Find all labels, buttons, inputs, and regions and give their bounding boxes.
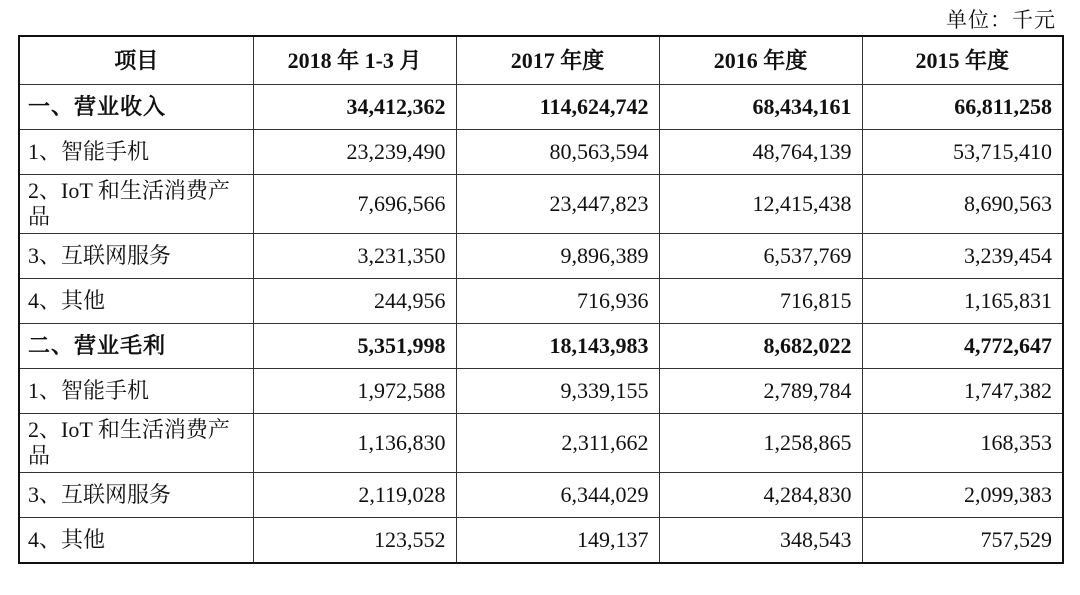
table-row — [19, 234, 1063, 279]
cell-value: 53,715,410 — [862, 130, 1063, 175]
cell-value: 8,682,022 — [659, 324, 862, 369]
header-2017: 2017 年度 — [456, 36, 659, 85]
cell-value: 2,119,028 — [253, 473, 456, 518]
financial-table — [18, 35, 1064, 564]
table-row — [19, 518, 1063, 564]
cell-value: 48,764,139 — [659, 130, 862, 175]
cell-value: 716,815 — [659, 279, 862, 324]
row-label: 4、其他 — [19, 279, 253, 324]
cell-value: 68,434,161 — [659, 85, 862, 130]
cell-value: 6,344,029 — [456, 473, 659, 518]
row-label: 1、智能手机 — [19, 369, 253, 414]
cell-value: 114,624,742 — [456, 85, 659, 130]
cell-value: 123,552 — [253, 518, 456, 564]
row-label: 2、IoT 和生活消费产品 — [19, 175, 253, 234]
cell-value: 1,258,865 — [659, 414, 862, 473]
row-label: 3、互联网服务 — [19, 473, 253, 518]
cell-value: 168,353 — [862, 414, 1063, 473]
table-row — [19, 175, 1063, 234]
row-label: 4、其他 — [19, 518, 253, 564]
row-label: 一、营业收入 — [19, 85, 253, 130]
table-row — [19, 130, 1063, 175]
cell-value: 1,972,588 — [253, 369, 456, 414]
cell-value: 2,099,383 — [862, 473, 1063, 518]
cell-value: 23,239,490 — [253, 130, 456, 175]
cell-value: 1,747,382 — [862, 369, 1063, 414]
table-row — [19, 279, 1063, 324]
cell-value: 8,690,563 — [862, 175, 1063, 234]
cell-value: 23,447,823 — [456, 175, 659, 234]
cell-value: 9,896,389 — [456, 234, 659, 279]
cell-value: 716,936 — [456, 279, 659, 324]
cell-value: 6,537,769 — [659, 234, 862, 279]
cell-value: 5,351,998 — [253, 324, 456, 369]
header-row — [19, 36, 1063, 85]
row-label: 2、IoT 和生活消费产品 — [19, 414, 253, 473]
cell-value: 18,143,983 — [456, 324, 659, 369]
cell-value: 348,543 — [659, 518, 862, 564]
table-row — [19, 414, 1063, 473]
table-row — [19, 473, 1063, 518]
cell-value: 244,956 — [253, 279, 456, 324]
header-item: 项目 — [19, 36, 253, 85]
header-2015: 2015 年度 — [862, 36, 1063, 85]
cell-value: 3,231,350 — [253, 234, 456, 279]
cell-value: 2,311,662 — [456, 414, 659, 473]
cell-value: 2,789,784 — [659, 369, 862, 414]
table-row — [19, 369, 1063, 414]
cell-value: 1,136,830 — [253, 414, 456, 473]
table-row — [19, 85, 1063, 130]
cell-value: 9,339,155 — [456, 369, 659, 414]
cell-value: 7,696,566 — [253, 175, 456, 234]
cell-value: 4,284,830 — [659, 473, 862, 518]
header-2016: 2016 年度 — [659, 36, 862, 85]
header-2018q1: 2018 年 1-3 月 — [253, 36, 456, 85]
row-label: 二、营业毛利 — [19, 324, 253, 369]
cell-value: 1,165,831 — [862, 279, 1063, 324]
row-label: 3、互联网服务 — [19, 234, 253, 279]
cell-value: 66,811,258 — [862, 85, 1063, 130]
cell-value: 757,529 — [862, 518, 1063, 564]
cell-value: 149,137 — [456, 518, 659, 564]
cell-value: 34,412,362 — [253, 85, 456, 130]
cell-value: 80,563,594 — [456, 130, 659, 175]
row-label: 1、智能手机 — [19, 130, 253, 175]
cell-value: 3,239,454 — [862, 234, 1063, 279]
unit-label: 单位：千元 — [946, 8, 1056, 32]
table-row — [19, 324, 1063, 369]
cell-value: 12,415,438 — [659, 175, 862, 234]
cell-value: 4,772,647 — [862, 324, 1063, 369]
